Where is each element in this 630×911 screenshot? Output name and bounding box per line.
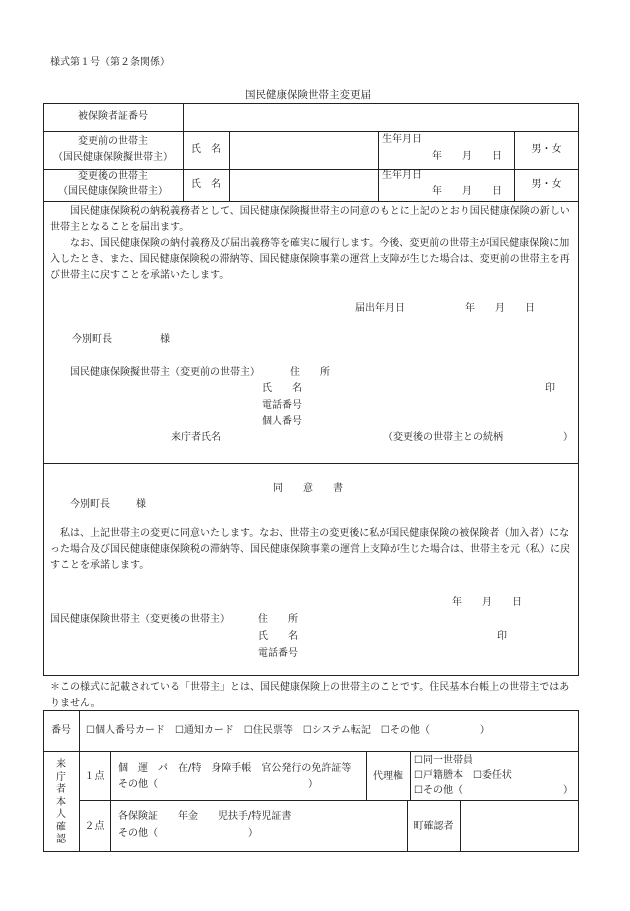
consent-address-label: 住 所 — [258, 614, 298, 625]
proxy-same-household[interactable]: ☐同一世帯員 — [414, 755, 473, 766]
form-number: 様式第１号（第２条関係） — [50, 57, 170, 68]
consent-name-label: 氏 名 — [258, 631, 298, 642]
after-owner-label: 変更後の世帯主 — [78, 171, 148, 182]
consent-seal: 印 — [497, 631, 507, 642]
before-birth-label: 生年月日 — [382, 134, 422, 145]
visitor-name-label: 来庁者氏名 — [171, 432, 221, 443]
consent-addressee: 今別町長 — [70, 499, 110, 510]
two-point-documents[interactable]: 各保険証 年金 児扶手/特児証書 — [118, 811, 292, 822]
divider — [43, 751, 579, 752]
applicant-personal-number-label: 個人番号 — [262, 416, 302, 427]
divider — [43, 463, 579, 464]
two-point-label: ２点 — [84, 821, 105, 832]
applicant-phone-label: 電話番号 — [262, 400, 302, 411]
before-owner-label: 変更前の世帯主 — [78, 136, 148, 147]
one-point-documents[interactable]: 個 運 パ 在/特 身障手帳 官公発行の免許証等 — [118, 763, 352, 774]
after-birth-label: 生年月日 — [382, 170, 422, 181]
consent-paragraph: 私は、上記世帯主の変更に同意いたします。なお、世帯主の変更後に私が国民健康保険の被保険者（加入者）になった場合及び国民健康健康保険税の滞納等、国民健康保険事業の運営上支障が生じた場合は、世帯主を元（私）に戻すことを承諾します。 — [50, 528, 570, 571]
proxy-other[interactable]: ☐その他（ ） — [414, 785, 573, 796]
divider — [410, 751, 411, 800]
applicant-seal: 印 — [545, 383, 555, 394]
addressee: 今別町長 — [72, 334, 112, 345]
town-confirmer-field[interactable] — [461, 801, 578, 851]
consent-title: 同 意 書 — [273, 483, 343, 494]
consent-addressee-suffix: 様 — [136, 499, 146, 510]
relation-close: ） — [563, 432, 573, 443]
submission-date[interactable]: 年 月 日 — [465, 303, 535, 314]
declaration-paragraph-1: 国民健康保険税の納税義務者として、国民健康保険擬世帯主の同意のもとに上記のとおり国民健康保険の新しい世帯主となることを届出ます。 — [50, 206, 570, 233]
declaration-paragraph-2: なお、国民健康保険の納付義務及び届出義務等を確実に履行します。今後、変更前の世帯主が国民健康保険に加入したとき、また、国民健康保険税の滞納等、国民健康保険事業の運営上支障が生じた場合は、変更前の世帯主を再び世帯主に戻すことを承諾いたします。 — [50, 238, 570, 281]
number-options[interactable]: ☐個人番号カード ☐通知カード ☐住民票等 ☐システム転記 ☐その他（ ） — [86, 725, 490, 736]
after-gender[interactable]: 男・女 — [531, 179, 562, 190]
applicant-name-label: 氏 名 — [262, 383, 302, 394]
before-gender[interactable]: 男・女 — [531, 144, 562, 155]
relation-label: （変更後の世帯主との続柄 — [383, 432, 503, 443]
footnote: ＊この様式に記載されている「世帯主」とは、国民健康保険上の世帯主のことです。住民基本台帳上の世帯主ではありません。 — [50, 682, 570, 709]
before-owner-sublabel: （国民健康保険擬世帯主） — [53, 152, 173, 163]
form-title: 国民健康保険世帯主変更届 — [245, 89, 371, 101]
proxy-label: 代理権 — [373, 771, 403, 782]
two-point-other[interactable]: その他（ ） — [118, 828, 258, 839]
proxy-documents[interactable]: ☐戸籍謄本 ☐委任状 — [414, 770, 512, 781]
one-point-other[interactable]: その他（ ） — [118, 779, 318, 790]
after-name-field[interactable] — [230, 170, 377, 200]
number-label: 番号 — [51, 725, 71, 736]
visitor-check-label: 来庁者本人確認 — [56, 759, 66, 845]
divider — [43, 201, 579, 202]
consent-phone-label: 電話番号 — [258, 648, 298, 659]
divider — [514, 131, 515, 201]
consent-date[interactable]: 年 月 日 — [452, 597, 522, 608]
divider — [378, 131, 379, 201]
divider — [110, 751, 111, 852]
town-confirmer-label: 町確認者 — [413, 821, 454, 832]
before-name-label: 氏 名 — [191, 144, 221, 155]
before-name-field[interactable] — [230, 132, 377, 168]
insured-number-label: 被保険者証番号 — [78, 111, 148, 122]
after-name-label: 氏 名 — [191, 179, 221, 190]
insured-number-field[interactable] — [184, 104, 578, 130]
consent-signer-label: 国民健康保険世帯主（変更後の世帯主） — [50, 614, 230, 625]
before-birth-date[interactable]: 年 月 日 — [432, 151, 502, 162]
addressee-suffix: 様 — [160, 334, 170, 345]
after-birth-date[interactable]: 年 月 日 — [432, 186, 502, 197]
applicant-label: 国民健康保険擬世帯主（変更前の世帯主） — [70, 367, 260, 378]
submission-date-label: 届出年月日 — [355, 303, 405, 314]
applicant-address-label: 住 所 — [290, 367, 330, 378]
one-point-label: １点 — [84, 771, 105, 782]
after-owner-sublabel: （国民健康保険世帯主） — [58, 186, 168, 197]
